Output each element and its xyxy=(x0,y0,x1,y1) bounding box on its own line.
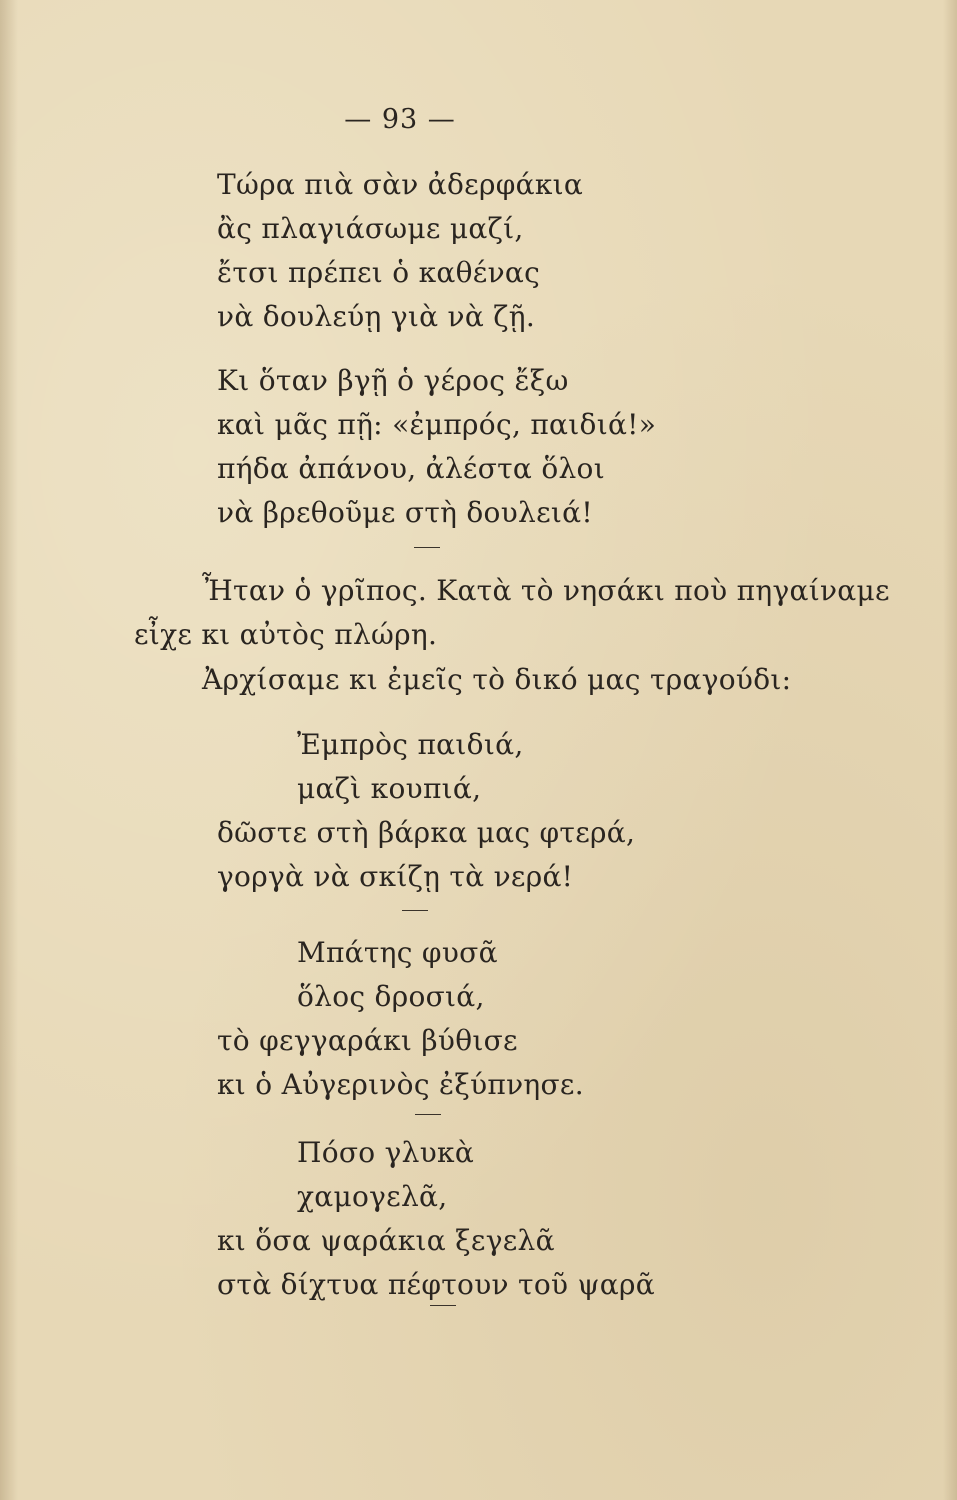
song-3-line-1: Πόσο γλυκὰ xyxy=(297,1136,475,1169)
stanza-1-line-1: Τώρα πιὰ σὰν ἀδερφάκια xyxy=(217,168,584,201)
song-1-line-1: Ἐμπρὸς παιδιά, xyxy=(297,728,524,761)
song-2-line-4: κι ὁ Αὐγερινὸς ἐξύπνησε. xyxy=(217,1068,584,1101)
song-2-line-3: τὸ φεγγαράκι βύθισε xyxy=(217,1024,518,1057)
prose-line-1: Ἦταν ὁ γρῖπος. Κατὰ τὸ νησάκι ποὺ πηγαίναμε xyxy=(202,574,890,607)
stanza-2-line-4: νὰ βρεθοῦμε στὴ δουλειά! xyxy=(217,496,593,529)
song-1-line-4: γοργὰ νὰ σκίζῃ τὰ νερά! xyxy=(217,860,574,893)
stanza-2-line-2: καὶ μᾶς πῇ: «ἐμπρός, παιδιά!» xyxy=(217,408,657,441)
song-1-line-3: δῶστε στὴ βάρκα μας φτερά, xyxy=(217,816,636,849)
song-3-line-4: στὰ δίχτυα πέφτουν τοῦ ψαρᾶ xyxy=(217,1268,655,1301)
prose-line-2: εἶχε κι αὐτὸς πλώρη. xyxy=(134,618,438,651)
song-3-line-3: κι ὅσα ψαράκια ξεγελᾶ xyxy=(217,1224,555,1257)
page-number: — 93 — xyxy=(344,104,456,135)
stanza-2-line-3: πήδα ἀπάνου, ἀλέστα ὅλοι xyxy=(217,452,605,485)
stanza-1-line-4: νὰ δουλεύῃ γιὰ νὰ ζῇ. xyxy=(217,300,536,333)
page-edge-shadow-left xyxy=(0,0,18,1500)
song-1-line-2: μαζὶ κουπιά, xyxy=(297,772,482,805)
prose-line-3: Ἀρχίσαμε κι ἐμεῖς τὸ δικό μας τραγούδι: xyxy=(202,663,792,696)
stanza-1-line-3: ἔτσι πρέπει ὁ καθένας xyxy=(217,256,541,289)
song-2-line-2: ὅλος δροσιά, xyxy=(297,980,485,1013)
section-divider-3 xyxy=(415,1114,441,1115)
stanza-2-line-1: Κι ὅταν βγῇ ὁ γέρος ἔξω xyxy=(217,364,569,397)
section-divider-2 xyxy=(402,910,428,911)
section-divider-1 xyxy=(414,547,440,548)
song-3-line-2: χαμογελᾶ, xyxy=(297,1180,448,1213)
page-edge-shadow-right xyxy=(943,0,957,1500)
section-divider-4 xyxy=(430,1305,456,1306)
stanza-1-line-2: ἂς πλαγιάσωμε μαζί, xyxy=(217,212,524,245)
song-2-line-1: Μπάτης φυσᾶ xyxy=(297,936,498,969)
